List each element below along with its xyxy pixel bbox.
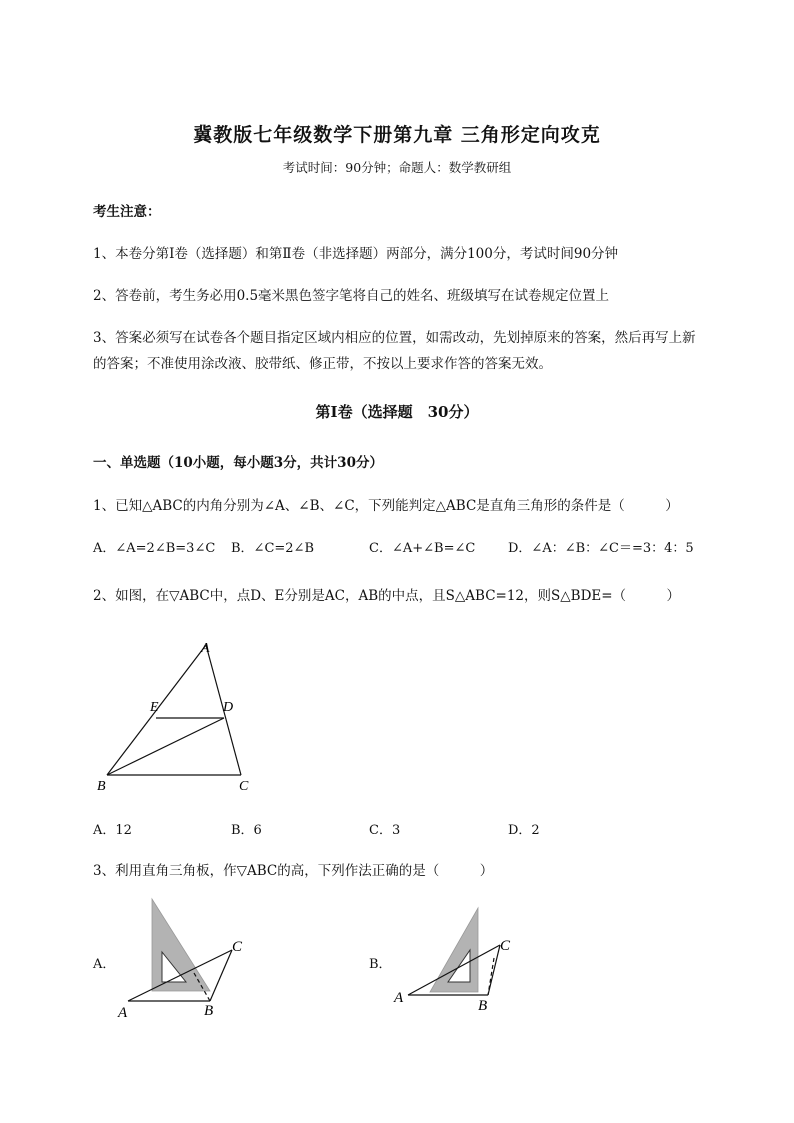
vertex-label-b: B	[204, 1003, 214, 1019]
question-3-option-b[interactable]: B．	[369, 957, 392, 972]
notice-item-1: 1、本卷分第I卷（选择题）和第Ⅱ卷（非选择题）两部分，满分100分，考试时间90分钟	[93, 246, 619, 262]
question-2-option-b[interactable]: B．6	[231, 823, 262, 838]
vertex-label-c: C	[239, 779, 249, 794]
question-1-option-b[interactable]: B．∠C=2∠B	[231, 541, 315, 556]
question-3-figure-b	[390, 900, 530, 1020]
document-subtitle: 考试时间：90分钟；命题人：数学教研组	[282, 160, 512, 175]
notice-item-2: 2、答卷前，考生务必用0.5毫米黑色签字笔将自己的姓名、班级填写在试卷规定位置上	[93, 288, 610, 304]
question-3-stem: 3、利用直角三角板，作▽ABC的高，下列作法正确的是（ ）	[93, 863, 494, 879]
question-1-option-c[interactable]: C．∠A+∠B=∠C	[369, 541, 476, 556]
vertex-label-c: C	[232, 939, 243, 955]
question-2-stem: 2、如图，在▽ABC中，点D、E分别是AC，AB的中点，且S△ABC=12，则S△BDE=（ ）	[93, 588, 681, 604]
vertex-label-a: A	[394, 990, 404, 1006]
notice-item-3-line2: 的答案；不准使用涂改液、胶带纸、修正带，不按以上要求作答的答案无效。	[93, 356, 552, 372]
question-2-option-a[interactable]: A．12	[93, 823, 132, 838]
section-title: 第I卷（选择题 30分）	[315, 403, 479, 421]
question-1-option-d[interactable]: D．∠A：∠B：∠C＝=3：4：5	[508, 541, 694, 556]
vertex-label-b: B	[478, 998, 488, 1014]
vertex-label-b: B	[97, 779, 106, 794]
part-heading: 一、单选题（10小题，每小题3分，共计30分）	[93, 455, 383, 471]
question-1-option-a[interactable]: A．∠A=2∠B=3∠C	[93, 541, 216, 556]
document-title: 冀教版七年级数学下册第九章 三角形定向攻克	[193, 124, 601, 146]
vertex-label-c: C	[500, 938, 511, 954]
segment-bd	[107, 718, 224, 775]
vertex-label-a: A	[118, 1005, 128, 1021]
notice-heading: 考生注意：	[93, 204, 161, 220]
question-2-option-d[interactable]: D．2	[508, 823, 540, 838]
question-1-stem: 1、已知△ABC的内角分别为∠A、∠B、∠C，下列能判定△ABC是直角三角形的条件是（ ）	[93, 498, 679, 514]
notice-item-3-line1: 3、答案必须写在试卷各个题目指定区域内相应的位置，如需改动，先划掉原来的答案，然后再写上新	[93, 330, 696, 346]
vertex-label-e: E	[150, 700, 159, 715]
vertex-label-a: A	[201, 641, 210, 656]
question-3-figure-a	[110, 895, 260, 1025]
question-3-option-a[interactable]: A．	[93, 957, 116, 972]
vertex-label-d: D	[223, 700, 234, 715]
question-2-option-c[interactable]: C．3	[369, 823, 401, 838]
question-2-figure	[85, 630, 275, 800]
